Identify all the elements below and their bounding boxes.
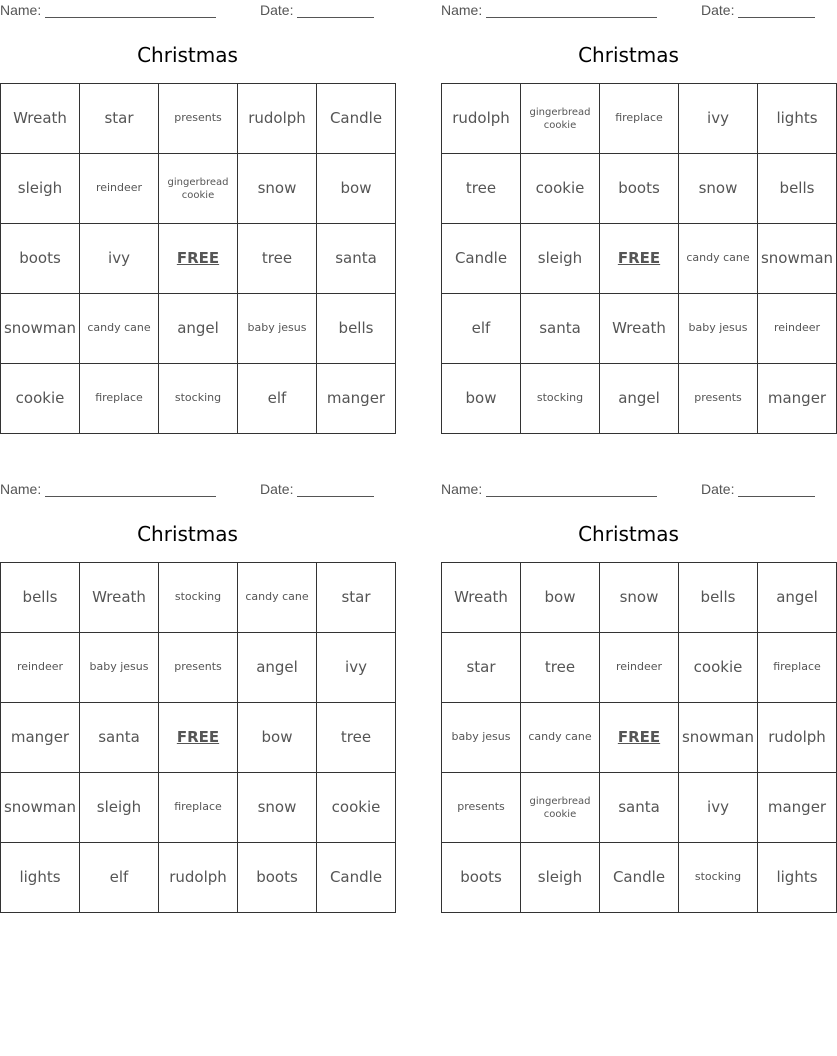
date-blank-line <box>297 482 374 497</box>
bingo-word: baby jesus <box>89 660 149 674</box>
bingo-word: snowman <box>760 248 834 267</box>
bingo-word: reindeer <box>773 321 821 335</box>
bingo-cell <box>238 703 317 773</box>
bingo-word: ivy <box>345 657 367 676</box>
date-label: Date: <box>701 481 735 497</box>
bingo-word: snow <box>257 178 297 197</box>
date-field <box>260 481 374 497</box>
bingo-word: tree <box>340 727 372 746</box>
bingo-cell <box>80 154 159 224</box>
name-label: Name: <box>441 481 483 497</box>
bingo-cell <box>159 154 238 224</box>
date-label: Date: <box>260 2 294 18</box>
date-blank-line <box>297 3 374 18</box>
free-space-cell <box>600 224 679 294</box>
bingo-row <box>442 224 837 294</box>
bingo-cell <box>679 703 758 773</box>
bingo-cell <box>317 364 396 434</box>
bingo-word: tree <box>261 248 293 267</box>
bingo-word: bow <box>465 388 497 407</box>
bingo-cell <box>80 563 159 633</box>
date-blank-line <box>738 482 815 497</box>
bingo-word: reindeer <box>16 660 64 674</box>
bingo-cell <box>521 633 600 703</box>
bingo-word: santa <box>335 248 377 267</box>
bingo-cell <box>600 84 679 154</box>
bingo-cell <box>758 154 837 224</box>
bingo-word: sleigh <box>17 178 63 197</box>
bingo-word: boots <box>256 867 298 886</box>
bingo-cell <box>238 773 317 843</box>
bingo-word: tree <box>544 657 576 676</box>
bingo-cell <box>80 364 159 434</box>
bingo-cell <box>238 843 317 913</box>
bingo-word: lights <box>776 108 818 127</box>
bingo-cell <box>1 773 80 843</box>
bingo-word: Candle <box>454 248 508 267</box>
bingo-cell <box>317 633 396 703</box>
name-field <box>0 2 216 18</box>
bingo-word: candy cane <box>87 321 151 335</box>
bingo-word: Candle <box>612 867 666 886</box>
bingo-cell <box>758 773 837 843</box>
bingo-word: candy cane <box>686 251 750 265</box>
bingo-cell <box>317 773 396 843</box>
bingo-cell <box>600 773 679 843</box>
bingo-cell <box>758 84 837 154</box>
bingo-cell <box>442 84 521 154</box>
bingo-cell <box>80 703 159 773</box>
bingo-word: Wreath <box>13 108 67 127</box>
bingo-cell <box>317 294 396 364</box>
bingo-row <box>1 703 396 773</box>
bingo-word: angel <box>256 657 298 676</box>
date-label: Date: <box>701 2 735 18</box>
card-title: Christmas <box>137 522 238 546</box>
bingo-word: baby jesus <box>247 321 307 335</box>
bingo-word: candy cane <box>245 590 309 604</box>
bingo-cell <box>758 703 837 773</box>
bingo-word: bells <box>22 587 58 606</box>
bingo-cell <box>238 224 317 294</box>
bingo-word: snow <box>257 797 297 816</box>
bingo-cell <box>521 563 600 633</box>
bingo-cell <box>679 563 758 633</box>
bingo-row <box>1 154 396 224</box>
bingo-word: candy cane <box>528 730 592 744</box>
bingo-word: lights <box>19 867 61 886</box>
bingo-word: bow <box>544 587 576 606</box>
header-line <box>0 0 376 22</box>
bingo-word: rudolph <box>169 867 227 886</box>
bingo-word: gingerbread cookie <box>167 176 229 201</box>
bingo-word: snowman <box>3 797 77 816</box>
date-field <box>260 2 374 18</box>
bingo-word: rudolph <box>452 108 510 127</box>
bingo-word: gingerbread cookie <box>529 795 591 820</box>
name-blank-line <box>45 482 216 497</box>
bingo-cell <box>317 154 396 224</box>
bingo-grid <box>0 562 396 913</box>
bingo-word: bow <box>340 178 372 197</box>
bingo-cell <box>442 563 521 633</box>
bingo-word: reindeer <box>615 660 663 674</box>
bingo-word: manger <box>767 797 827 816</box>
bingo-cell <box>600 843 679 913</box>
name-label: Name: <box>441 2 483 18</box>
bingo-cell <box>679 633 758 703</box>
bingo-word: Wreath <box>454 587 508 606</box>
bingo-cell <box>1 843 80 913</box>
bingo-word: cookie <box>15 388 65 407</box>
bingo-cell <box>238 294 317 364</box>
bingo-cell <box>679 364 758 434</box>
bingo-cell <box>442 633 521 703</box>
bingo-word: ivy <box>108 248 130 267</box>
bingo-cell <box>442 154 521 224</box>
bingo-word: stocking <box>174 590 222 604</box>
bingo-word: bells <box>338 318 374 337</box>
bingo-word: Candle <box>329 867 383 886</box>
bingo-word: presents <box>457 800 505 814</box>
bingo-word: sleigh <box>96 797 142 816</box>
bingo-word: elf <box>471 318 491 337</box>
bingo-row <box>442 563 837 633</box>
bingo-word: tree <box>465 178 497 197</box>
bingo-word: baby jesus <box>688 321 748 335</box>
bingo-cell <box>758 294 837 364</box>
bingo-row <box>442 294 837 364</box>
bingo-word: snowman <box>681 727 755 746</box>
bingo-cell <box>80 224 159 294</box>
bingo-row <box>442 703 837 773</box>
bingo-cell <box>521 154 600 224</box>
bingo-cell <box>159 364 238 434</box>
bingo-cell <box>758 563 837 633</box>
bingo-word: Candle <box>329 108 383 127</box>
card-title: Christmas <box>578 43 679 67</box>
free-space-label: FREE <box>176 728 220 747</box>
bingo-grid <box>441 562 837 913</box>
bingo-cell <box>1 154 80 224</box>
bingo-row <box>1 633 396 703</box>
bingo-word: stocking <box>694 870 742 884</box>
bingo-word: star <box>466 657 496 676</box>
bingo-word: cookie <box>535 178 585 197</box>
bingo-cell <box>1 703 80 773</box>
bingo-word: gingerbread cookie <box>529 106 591 131</box>
name-field <box>0 481 216 497</box>
bingo-cell <box>679 154 758 224</box>
bingo-word: presents <box>174 111 222 125</box>
card-title: Christmas <box>578 522 679 546</box>
bingo-cell <box>80 773 159 843</box>
bingo-cell <box>1 633 80 703</box>
bingo-word: ivy <box>707 797 729 816</box>
bingo-word: snow <box>619 587 659 606</box>
bingo-row <box>1 843 396 913</box>
header-line <box>441 0 817 22</box>
free-space-label: FREE <box>176 249 220 268</box>
bingo-word: lights <box>776 867 818 886</box>
bingo-word: fireplace <box>615 111 663 125</box>
bingo-word: angel <box>776 587 818 606</box>
card-title: Christmas <box>137 43 238 67</box>
bingo-word: rudolph <box>768 727 826 746</box>
bingo-word: elf <box>267 388 287 407</box>
bingo-word: baby jesus <box>451 730 511 744</box>
date-field <box>701 2 815 18</box>
bingo-cell <box>159 633 238 703</box>
bingo-cell <box>238 364 317 434</box>
bingo-cell <box>442 294 521 364</box>
bingo-word: bow <box>261 727 293 746</box>
bingo-cell <box>600 563 679 633</box>
bingo-word: ivy <box>707 108 729 127</box>
free-space-label: FREE <box>617 728 661 747</box>
bingo-cell <box>1 563 80 633</box>
bingo-word: presents <box>694 391 742 405</box>
bingo-cell <box>80 294 159 364</box>
date-label: Date: <box>260 481 294 497</box>
bingo-cell <box>679 84 758 154</box>
bingo-cell <box>238 84 317 154</box>
bingo-cell <box>600 364 679 434</box>
bingo-word: fireplace <box>773 660 821 674</box>
name-label: Name: <box>0 481 42 497</box>
bingo-word: sleigh <box>537 867 583 886</box>
bingo-cell <box>679 224 758 294</box>
bingo-row <box>1 84 396 154</box>
header-line <box>441 479 817 501</box>
free-space-label: FREE <box>617 249 661 268</box>
bingo-word: manger <box>326 388 386 407</box>
bingo-cell <box>159 773 238 843</box>
bingo-grid <box>441 83 837 434</box>
bingo-cell <box>758 633 837 703</box>
bingo-word: angel <box>618 388 660 407</box>
name-field <box>441 2 657 18</box>
bingo-cell <box>159 843 238 913</box>
bingo-word: boots <box>618 178 660 197</box>
free-space-cell <box>159 224 238 294</box>
bingo-cell <box>159 563 238 633</box>
bingo-word: reindeer <box>95 181 143 195</box>
bingo-word: sleigh <box>537 248 583 267</box>
bingo-word: santa <box>98 727 140 746</box>
header-line <box>0 479 376 501</box>
bingo-row <box>1 224 396 294</box>
bingo-word: fireplace <box>95 391 143 405</box>
bingo-row <box>1 364 396 434</box>
bingo-cell <box>317 563 396 633</box>
bingo-row <box>442 154 837 224</box>
bingo-word: santa <box>618 797 660 816</box>
bingo-word: manger <box>10 727 70 746</box>
bingo-word: fireplace <box>174 800 222 814</box>
bingo-cell <box>521 364 600 434</box>
bingo-cell <box>600 633 679 703</box>
bingo-row <box>442 843 837 913</box>
bingo-word: Wreath <box>92 587 146 606</box>
bingo-word: presents <box>174 660 222 674</box>
bingo-word: elf <box>109 867 129 886</box>
bingo-cell <box>238 563 317 633</box>
bingo-row <box>442 364 837 434</box>
bingo-row <box>1 563 396 633</box>
bingo-word: bells <box>700 587 736 606</box>
bingo-cell <box>758 364 837 434</box>
bingo-cell <box>159 84 238 154</box>
free-space-cell <box>600 703 679 773</box>
bingo-cell <box>442 224 521 294</box>
bingo-cell <box>758 843 837 913</box>
bingo-cell <box>80 633 159 703</box>
bingo-word: santa <box>539 318 581 337</box>
bingo-word: star <box>104 108 134 127</box>
name-label: Name: <box>0 2 42 18</box>
bingo-row <box>442 633 837 703</box>
bingo-cell <box>80 84 159 154</box>
bingo-cell <box>317 843 396 913</box>
bingo-row <box>442 773 837 843</box>
bingo-word: manger <box>767 388 827 407</box>
bingo-word: snowman <box>3 318 77 337</box>
bingo-cell <box>758 224 837 294</box>
bingo-word: angel <box>177 318 219 337</box>
bingo-cell <box>600 154 679 224</box>
bingo-word: stocking <box>174 391 222 405</box>
bingo-cell <box>1 364 80 434</box>
bingo-word: bells <box>779 178 815 197</box>
bingo-cell <box>317 224 396 294</box>
bingo-row <box>1 294 396 364</box>
bingo-word: cookie <box>693 657 743 676</box>
bingo-cell <box>679 294 758 364</box>
bingo-word: star <box>341 587 371 606</box>
bingo-cell <box>159 294 238 364</box>
bingo-word: cookie <box>331 797 381 816</box>
date-blank-line <box>738 3 815 18</box>
name-blank-line <box>45 3 216 18</box>
free-space-cell <box>159 703 238 773</box>
bingo-word: snow <box>698 178 738 197</box>
bingo-word: stocking <box>536 391 584 405</box>
bingo-cell <box>521 773 600 843</box>
bingo-cell <box>317 84 396 154</box>
bingo-grid <box>0 83 396 434</box>
bingo-cell <box>442 773 521 843</box>
bingo-word: boots <box>19 248 61 267</box>
bingo-cell <box>521 843 600 913</box>
bingo-word: rudolph <box>248 108 306 127</box>
name-blank-line <box>486 482 657 497</box>
bingo-row <box>442 84 837 154</box>
bingo-cell <box>317 703 396 773</box>
name-blank-line <box>486 3 657 18</box>
bingo-cell <box>521 224 600 294</box>
bingo-cell <box>679 773 758 843</box>
bingo-cell <box>238 154 317 224</box>
bingo-cell <box>600 294 679 364</box>
bingo-cell <box>1 84 80 154</box>
bingo-cell <box>679 843 758 913</box>
bingo-cell <box>521 84 600 154</box>
bingo-word: boots <box>460 867 502 886</box>
bingo-cell <box>1 294 80 364</box>
bingo-cell <box>80 843 159 913</box>
name-field <box>441 481 657 497</box>
bingo-cell <box>521 703 600 773</box>
bingo-cell <box>521 294 600 364</box>
bingo-cell <box>442 703 521 773</box>
bingo-cell <box>1 224 80 294</box>
bingo-cell <box>238 633 317 703</box>
bingo-cell <box>442 843 521 913</box>
bingo-cell <box>442 364 521 434</box>
date-field <box>701 481 815 497</box>
bingo-row <box>1 773 396 843</box>
bingo-word: Wreath <box>612 318 666 337</box>
